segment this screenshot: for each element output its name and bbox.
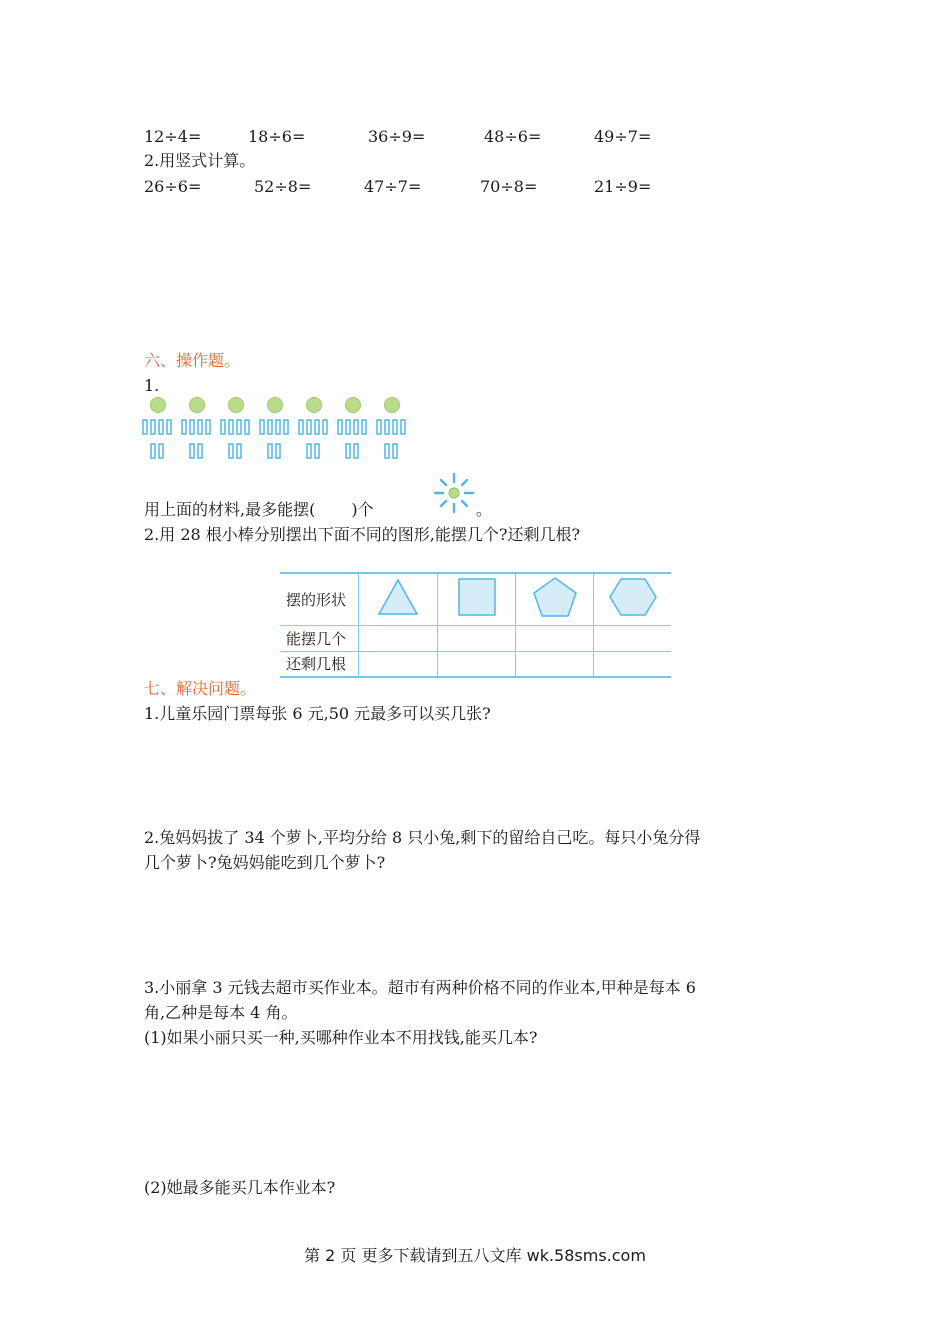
material-group xyxy=(299,398,327,459)
vertical-calc-3: 47÷7= xyxy=(364,177,422,196)
stick-icon xyxy=(245,420,249,434)
q1-text-before: 用上面的材料,最多能摆( xyxy=(144,500,316,519)
stick-icon xyxy=(237,420,241,434)
circle-icon xyxy=(385,398,400,413)
stick-icon xyxy=(167,420,171,434)
circle-icon xyxy=(229,398,244,413)
stick-icon xyxy=(268,420,272,434)
short-stick-icon xyxy=(237,444,241,458)
answer-cell[interactable] xyxy=(438,651,516,677)
oral-calc-4: 48÷6= xyxy=(484,127,542,146)
material-group xyxy=(143,398,171,459)
circle-icon xyxy=(190,398,205,413)
pentagon-icon xyxy=(530,576,580,618)
oral-calc-1: 12÷4= xyxy=(144,127,202,146)
square-icon xyxy=(455,577,499,617)
section6-q2-text: 2.用 28 根小棒分别摆出下面不同的图形,能摆几个?还剩几根? xyxy=(144,525,581,544)
oral-calc-2: 18÷6= xyxy=(248,127,306,146)
stick-icon xyxy=(362,420,366,434)
materials-illustration xyxy=(140,394,420,464)
shapes-table xyxy=(280,572,671,678)
answer-cell[interactable] xyxy=(438,625,516,651)
vertical-calc-4: 70÷8= xyxy=(480,177,538,196)
stick-icon xyxy=(182,420,186,434)
stick-icon xyxy=(385,420,389,434)
stick-icon xyxy=(284,420,288,434)
stick-icon xyxy=(190,420,194,434)
section7-q3-sub1: (1)如果小丽只买一种,买哪种作业本不用找钱,能买几本? xyxy=(144,1028,538,1047)
answer-cell[interactable] xyxy=(594,625,672,651)
triangle-icon xyxy=(376,577,420,617)
q1-text-after: )个 xyxy=(351,500,374,519)
stick-icon xyxy=(338,420,342,434)
section7-q3-line1: 3.小丽拿 3 元钱去超市买作业本。超市有两种价格不同的作业本,甲种是每本 6 xyxy=(144,978,696,997)
stick-icon xyxy=(151,420,155,434)
vertical-calc-2: 52÷8= xyxy=(254,177,312,196)
stick-icon xyxy=(143,420,147,434)
short-stick-icon xyxy=(315,444,319,458)
hexagon-icon xyxy=(608,577,658,617)
short-stick-icon xyxy=(151,444,155,458)
q1-text-end: 。 xyxy=(476,500,493,519)
short-stick-icon xyxy=(198,444,202,458)
shape-cell-triangle xyxy=(359,573,438,625)
circle-icon xyxy=(307,398,322,413)
page-footer: 第 2 页 更多下载请到五八文库 wk.58sms.com xyxy=(304,1246,646,1265)
short-stick-icon xyxy=(346,444,350,458)
oral-calc-3: 36÷9= xyxy=(368,127,426,146)
answer-cell[interactable] xyxy=(594,651,672,677)
section7-q1: 1.儿童乐园门票每张 6 元,50 元最多可以买几张? xyxy=(144,704,491,723)
material-group xyxy=(221,398,249,459)
material-group xyxy=(182,398,210,459)
vertical-calc-heading: 2.用竖式计算。 xyxy=(144,151,256,170)
stick-icon xyxy=(354,420,358,434)
stick-icon xyxy=(198,420,202,434)
answer-cell[interactable] xyxy=(516,625,594,651)
section7-title: 七、解决问题。 xyxy=(144,679,257,698)
short-stick-icon xyxy=(276,444,280,458)
stick-icon xyxy=(299,420,303,434)
stick-icon xyxy=(315,420,319,434)
stick-icon xyxy=(221,420,225,434)
vertical-calc-1: 26÷6= xyxy=(144,177,202,196)
stick-icon xyxy=(346,420,350,434)
answer-cell[interactable] xyxy=(516,651,594,677)
oral-calc-5: 49÷7= xyxy=(594,127,652,146)
section7-q3-sub2: (2)她最多能买几本作业本? xyxy=(144,1178,336,1197)
table-row-remaining xyxy=(280,651,671,677)
circle-icon xyxy=(151,398,166,413)
row-label-remaining: 还剩几根 xyxy=(280,651,359,677)
section6-q1-label: 1. xyxy=(144,376,160,395)
short-stick-icon xyxy=(159,444,163,458)
table-row-count xyxy=(280,625,671,651)
sun-shape-icon xyxy=(430,471,480,517)
table-row-shape xyxy=(280,573,671,625)
circle-icon xyxy=(346,398,361,413)
stick-icon xyxy=(393,420,397,434)
material-group xyxy=(338,398,366,459)
stick-icon xyxy=(206,420,210,434)
row-label-count: 能摆几个 xyxy=(280,625,359,651)
stick-icon xyxy=(260,420,264,434)
section6-q1-text xyxy=(144,500,374,520)
shape-cell-pentagon xyxy=(516,573,594,625)
answer-cell[interactable] xyxy=(359,651,438,677)
stick-icon xyxy=(401,420,405,434)
section7-q2-line2: 几个萝卜?兔妈妈能吃到几个萝卜? xyxy=(144,853,386,872)
section6-title: 六、操作题。 xyxy=(144,351,241,370)
stick-icon xyxy=(307,420,311,434)
stick-icon xyxy=(323,420,327,434)
circle-icon xyxy=(268,398,283,413)
answer-cell[interactable] xyxy=(359,625,438,651)
short-stick-icon xyxy=(354,444,358,458)
material-group xyxy=(260,398,288,459)
short-stick-icon xyxy=(385,444,389,458)
section7-q2-line1: 2.兔妈妈拔了 34 个萝卜,平均分给 8 只小兔,剩下的留给自己吃。每只小兔分得 xyxy=(144,828,701,847)
stick-icon xyxy=(276,420,280,434)
row-label-shape: 摆的形状 xyxy=(280,573,359,625)
short-stick-icon xyxy=(190,444,194,458)
shape-cell-square xyxy=(438,573,516,625)
short-stick-icon xyxy=(307,444,311,458)
short-stick-icon xyxy=(268,444,272,458)
stick-icon xyxy=(377,420,381,434)
vertical-calc-5: 21÷9= xyxy=(594,177,652,196)
material-group xyxy=(377,398,405,459)
section7-q3-line2: 角,乙种是每本 4 角。 xyxy=(144,1003,298,1022)
short-stick-icon xyxy=(393,444,397,458)
short-stick-icon xyxy=(229,444,233,458)
stick-icon xyxy=(159,420,163,434)
shape-cell-hexagon xyxy=(594,573,672,625)
stick-icon xyxy=(229,420,233,434)
